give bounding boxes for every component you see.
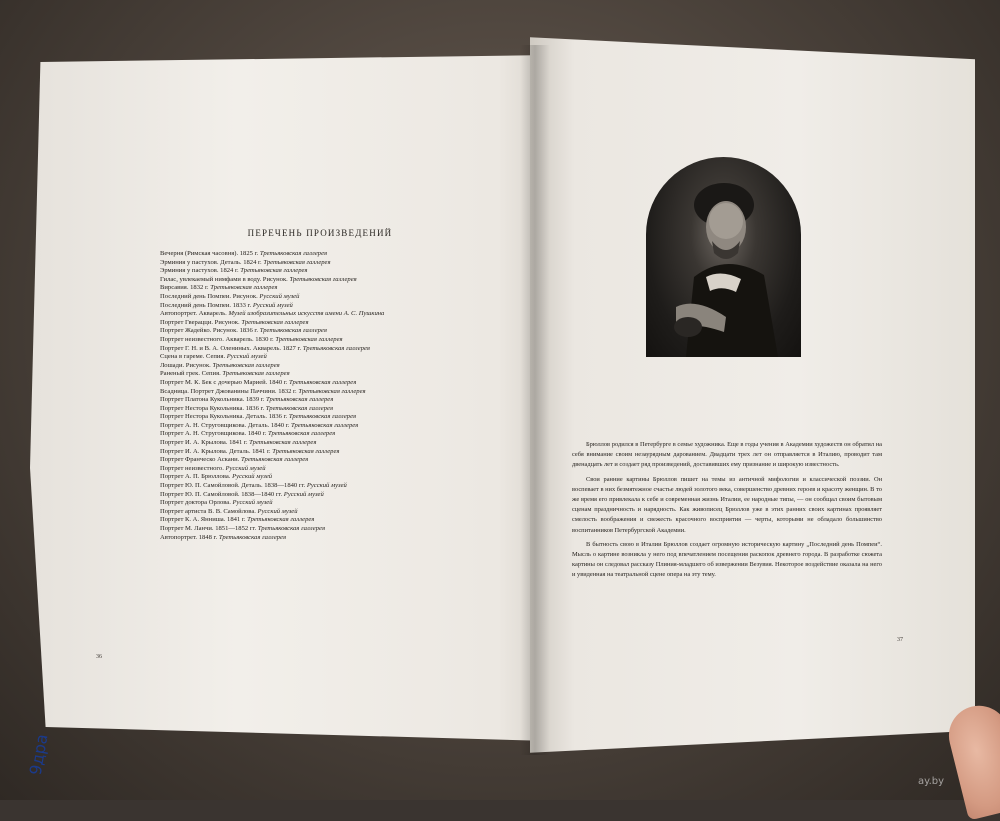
work-list-item	[160, 302, 490, 311]
work-list-item	[160, 465, 490, 474]
work-collection: Третьяковская галлерея	[259, 327, 327, 335]
work-title: Автопортрет. Акварель.	[160, 310, 229, 318]
work-list-item	[160, 508, 490, 517]
work-list-item	[160, 250, 490, 259]
biography-paragraph: Свои ранние картины Брюллов пишет на темы из античной мифологии и классической поэзии. Он воспевает в них безмятежное счастье людей золотого века, совершенство древних героев и красоту женщин. В то же время его привлекала к себе и современная жизнь Италии, ее народные типы, — он сообщал своим бытовым сценам праздничность и нарядность. Как живописец Брюллов уже в этих ранних своих картинах проявляет смелость воображения и свежесть красочного восприятия — черты, которыми не обладало большинство воспитанников Петербургской Академии.	[572, 475, 882, 534]
work-collection: Третьяковская галлерея	[212, 361, 280, 369]
work-title: Портрет артиста В. В. Самойлова.	[160, 507, 258, 515]
work-list-item	[160, 405, 490, 414]
work-title: Портрет М. К. Бек с дочерью Марией. 1840 г.	[160, 378, 290, 386]
work-collection: Русский музей	[257, 507, 298, 515]
work-list-item	[160, 336, 490, 345]
work-list-item	[160, 310, 490, 319]
work-title: Вечерня (Римская часовня). 1825 г.	[160, 250, 260, 257]
work-list-item	[160, 276, 490, 285]
work-title: Последний день Помпеи. 1833 г.	[160, 301, 253, 309]
work-list-item	[160, 422, 490, 431]
work-title: Портрет Гверацци. Рисунок.	[160, 318, 242, 326]
site-watermark: ay.by	[918, 776, 945, 787]
work-collection: Третьяковская галлерея	[289, 378, 357, 386]
work-list-item	[160, 345, 490, 354]
work-collection: Третьяковская галлерея	[241, 456, 309, 464]
work-collection: Третьяковская галлерея	[241, 318, 309, 326]
work-title: Портрет Жадейко. Рисунок. 1836 г.	[160, 327, 260, 335]
work-collection: Третьяковская галлерея	[275, 335, 343, 343]
work-collection: Русский музей	[232, 499, 273, 507]
work-collection: Третьяковская галлерея	[218, 533, 287, 541]
work-collection: Третьяковская галлерея	[259, 250, 328, 257]
work-collection: Русский музей	[283, 490, 324, 498]
work-collection: Третьяковская галлерея	[210, 284, 278, 292]
work-list-item	[160, 267, 490, 276]
work-list-item	[160, 327, 490, 336]
biography-paragraph: Брюллов родился в Петербурге в семье художника. Еще в годы учения в Академии художеств он обратил на себя внимание своим незаурядным дарованием. Двадцати трех лет он отправляется в Италию, проводит там двенадцать лет и создает ряд произведений, доставивших ему признание и широкую известность.	[572, 441, 882, 469]
work-list-item	[160, 525, 490, 534]
handwritten-note: 9дра	[25, 732, 52, 777]
work-title: Эрминия у пастухов. Деталь. 1824 г.	[160, 258, 264, 266]
work-list-item	[160, 362, 490, 371]
work-list-item	[160, 430, 490, 439]
work-title: Портрет М. Ланчи. 1851—1852 гг.	[160, 525, 258, 532]
work-title: Портрет Г. Н. и В. А. Олениных. Акварель. 1827 г.	[160, 344, 303, 352]
work-list-item	[160, 491, 490, 500]
work-list-item	[160, 353, 490, 362]
work-list-item	[160, 379, 490, 388]
work-title: Автопортрет. 1848 г.	[160, 533, 219, 541]
work-collection: Третьяковская галлерея	[302, 344, 370, 352]
biography-text	[572, 440, 882, 585]
work-collection: Третьяковская галлерея	[247, 516, 315, 524]
work-collection: Третьяковская галлерея	[265, 404, 334, 412]
work-list-item	[160, 516, 490, 525]
work-list-item	[160, 448, 490, 457]
work-list-item	[160, 388, 490, 397]
work-title: Раненый грек. Сепия.	[160, 370, 223, 378]
work-list-item	[160, 439, 490, 448]
work-title: Портрет неизвестного.	[160, 464, 226, 472]
work-collection: Русский музей	[232, 473, 273, 481]
work-title: Портрет Нестора Кукольника. Деталь. 1836 г.	[160, 413, 289, 421]
work-title: Портрет И. А. Крылова. 1841 г.	[160, 439, 250, 447]
work-collection: Третьяковская галлерея	[263, 258, 331, 266]
work-title: Сцена в гареме. Сепия.	[160, 353, 227, 361]
book-gutter	[520, 45, 550, 755]
work-title: Всадница. Портрет Джованины Паччини. 1832 г.	[160, 387, 299, 395]
work-collection: Третьяковская галлерея	[257, 525, 326, 532]
work-title: Последний день Помпеи. Рисунок.	[160, 292, 260, 300]
work-title: Портрет доктора Орлова.	[160, 499, 233, 507]
work-title: Портрет Платона Кукольника. 1839 г.	[160, 396, 267, 404]
work-list-item	[160, 456, 490, 465]
work-collection: Третьяковская галлерея	[291, 421, 359, 429]
work-title: Вирсавия. 1832 г.	[160, 284, 211, 292]
work-collection: Третьяковская галлерея	[267, 430, 336, 438]
work-title: Эрминия у пастухов. 1824 г.	[160, 267, 241, 275]
work-list-item	[160, 370, 490, 379]
biography-paragraph: В бытность свою в Италии Брюллов создает огромную историческую картину „Последний день Помпеи“. Мысль о картине возникла у него под впечатлением посещения раскопок древнего города. В разработке сюжета картины он следовал рассказу Плиния-младшего об извержении Везувия. Некоторое воздействие оказала на него и увиденная на театральной сцене опера на эту тему.	[572, 540, 882, 579]
work-collection: Русский музей	[225, 464, 266, 472]
work-collection: Третьяковская галлерея	[272, 447, 340, 455]
work-collection: Третьяковская галлерея	[288, 413, 357, 421]
work-list-item	[160, 534, 490, 543]
work-title: Портрет Франческо Аскани.	[160, 456, 242, 464]
work-collection: Русский музей	[226, 353, 267, 361]
work-collection: Русский музей	[252, 301, 293, 309]
work-title: Портрет А. П. Брюллова.	[160, 473, 233, 481]
work-title: Портрет Ю. П. Самойловой. 1838—1840 гг.	[160, 490, 284, 498]
work-list-item	[160, 413, 490, 422]
right-page	[530, 30, 975, 760]
works-list-heading: ПЕРЕЧЕНЬ ПРОИЗВЕДЕНИЙ	[247, 228, 393, 238]
work-title: Портрет А. Н. Струговщикова. Деталь. 1840 г.	[160, 421, 291, 429]
work-collection: Третьяковская галлерея	[222, 370, 290, 378]
portrait-figure	[646, 157, 801, 357]
self-portrait-image	[646, 157, 801, 357]
work-list-item	[160, 499, 490, 508]
work-list-item	[160, 396, 490, 405]
work-list-item	[160, 293, 490, 302]
work-list-item	[160, 284, 490, 293]
work-list-item	[160, 473, 490, 482]
page-number-right: 37	[897, 637, 903, 643]
page-number-left: 36	[96, 654, 102, 660]
work-list-item	[160, 482, 490, 491]
work-title: Портрет Нестора Кукольника. 1836 г.	[160, 404, 266, 412]
work-list-item	[160, 319, 490, 328]
work-collection: Русский музей	[306, 482, 347, 490]
work-title: Портрет К. А. Янниша. 1841 г.	[160, 516, 248, 524]
work-title: Лошади. Рисунок.	[160, 361, 213, 369]
work-list-item	[160, 259, 490, 268]
work-collection: Третьяковская галлерея	[266, 396, 334, 404]
work-collection: Третьяковская галлерея	[240, 267, 308, 275]
work-collection: Третьяковская галлерея	[249, 439, 317, 447]
work-collection: Музей изобразительных искусств имени А. С. Пушкина	[228, 310, 385, 318]
work-title: Портрет И. А. Крылова. Деталь. 1841 г.	[160, 447, 273, 455]
work-collection: Третьяковская галлерея	[298, 387, 366, 395]
work-title: Портрет неизвестного. Акварель. 1830 г.	[160, 335, 276, 343]
works-list	[160, 250, 490, 542]
work-title: Гилас, увлекаемый нимфами в воду. Рисунок.	[160, 275, 290, 283]
work-title: Портрет Ю. П. Самойловой. Деталь. 1838—1840 гг.	[160, 482, 307, 490]
work-collection: Русский музей	[259, 292, 300, 300]
work-title: Портрет А. Н. Струговщикова. 1840 г.	[160, 430, 268, 438]
work-collection: Третьяковская галлерея	[289, 275, 357, 283]
